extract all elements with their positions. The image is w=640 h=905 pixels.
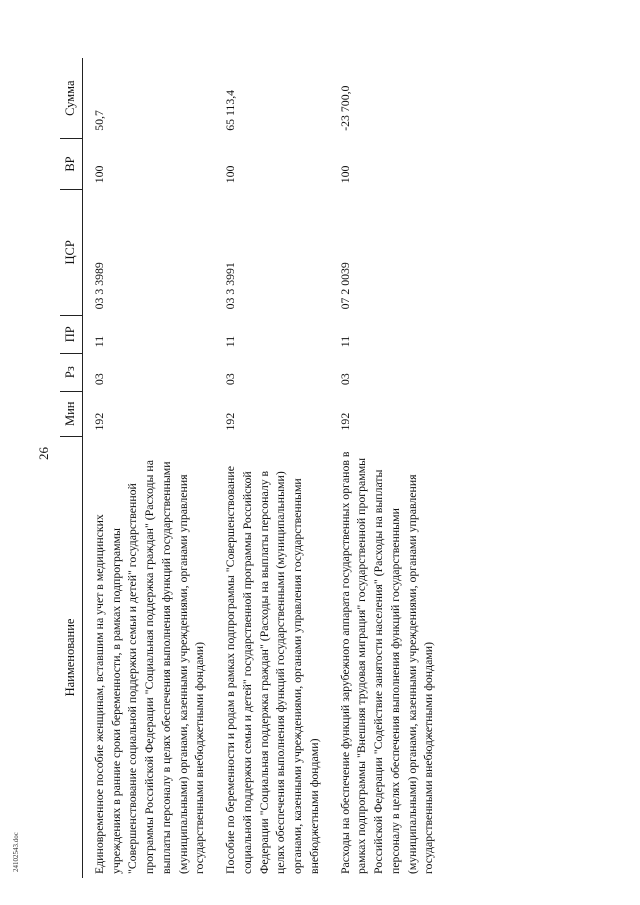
header-csr: ЦСР (60, 189, 82, 315)
row-pr: 11 (91, 335, 106, 348)
row-rz: 03 (91, 373, 106, 386)
row-vr: 100 (91, 165, 106, 184)
row-vr: 100 (223, 165, 237, 184)
row-rz: 03 (223, 373, 237, 386)
table-header-row (60, 58, 82, 878)
row-pr: 11 (337, 335, 352, 348)
row-sum: 50,7 (91, 110, 106, 131)
header-rz: Рз (60, 353, 82, 391)
budget-table-container (60, 58, 600, 878)
row-csr: 03 3 3991 (223, 262, 237, 310)
row-rz: 03 (337, 373, 352, 386)
header-min: Мин (60, 391, 82, 436)
header-pr: ПР (60, 315, 82, 353)
row-csr: 07 2 0039 (337, 262, 352, 310)
budget-table (60, 58, 443, 878)
row-name: Расходы на обеспечение функций зарубежного аппарата государственных органов в рамках подпрограммы "Внешняя трудовая миграция" государственной программы Российской Федерации "Содействие занятости населения" (Расходы на выплаты персоналу в целях обеспечения выполнения функций государственными (муниципальными) органами, казенными учреждениями, органами управления государственными внебюджетными фондами) (337, 451, 436, 874)
row-min: 192 (223, 412, 237, 431)
header-vr: ВР (60, 139, 82, 189)
row-sum: 65 113,4 (223, 89, 237, 131)
table-row (214, 58, 329, 878)
page-number: 26 (36, 447, 51, 460)
header-sum: Сумма (60, 58, 82, 139)
table-row (82, 58, 214, 878)
row-name: Пособие по беременности и родам в рамках подпрограммы "Совершенствование социальной поддержки семьи и детей" государственной программы Российской Федерации "Социальная поддержка граждан" (Расходы на выплаты персоналу в целях обеспечения выполнения функций государственными (муниципальными) органами, казенными учреждениями, органами управления государственными внебюджетными фондами) (223, 466, 321, 874)
footer-document-code: 24102543.doc (12, 832, 20, 872)
row-pr: 11 (223, 335, 237, 348)
row-min: 192 (337, 412, 352, 431)
row-sum: -23 700,0 (337, 85, 352, 131)
row-name: Единовременное пособие женщинам, вставшим на учет в медицинских учреждениях в ранние сроки беременности, в рамках подпрограммы "Совершенствование социальной поддержки семьи и детей" государственной программы Российской Федерации "Социальная поддержка граждан" (Расходы на выплаты персоналу в целях обеспечения выполнения функций государственными (муниципальными) органами, казенными учреждениями, органами управления государственными внебюджетными фондами) (91, 460, 207, 874)
table-row (329, 58, 444, 878)
row-vr: 100 (337, 165, 352, 184)
row-min: 192 (91, 412, 106, 431)
header-name: Наименование (60, 436, 82, 878)
row-csr: 03 3 3989 (91, 262, 106, 310)
